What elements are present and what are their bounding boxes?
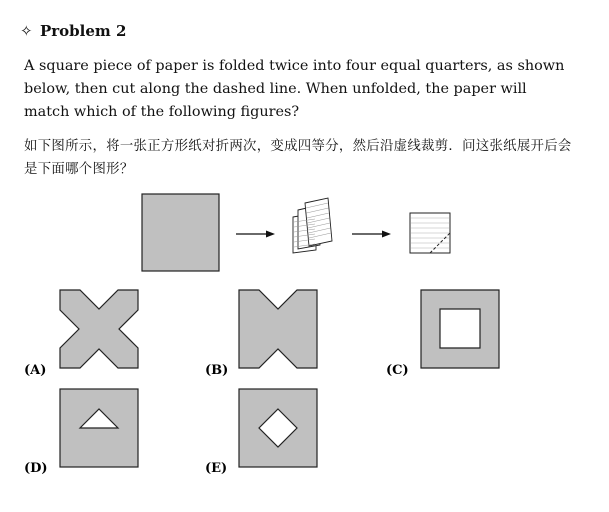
folded-quarter-icon (410, 213, 450, 253)
option-b-figure[interactable] (239, 290, 317, 368)
option-d-label: (D) (24, 461, 48, 476)
option-a-label: (A) (24, 363, 47, 378)
problem-title-text: Problem 2 (40, 22, 127, 40)
option-c-figure[interactable] (421, 290, 499, 368)
arrow-right-icon (236, 231, 275, 238)
paper-square (142, 194, 219, 271)
problem-text-english: A square piece of paper is folded twice into four equal quarters, as shown below, then cut along the dashed line. When unfolded, the paper will match which of the following figures? (24, 58, 565, 120)
star-icon: ✧ (20, 22, 33, 40)
option-a-figure[interactable] (60, 290, 138, 368)
arrow-right-icon (352, 231, 391, 238)
option-e-label: (E) (205, 461, 228, 476)
option-c-label: (C) (386, 363, 409, 378)
problem-text-chinese: 如下图所示，将一张正方形纸对折两次，变成四等分，然后沿虚线裁剪．问这张纸展开后会是下面哪个图形？ (24, 139, 572, 177)
option-b-label: (B) (205, 363, 229, 378)
folded-paper-icon (293, 198, 332, 253)
